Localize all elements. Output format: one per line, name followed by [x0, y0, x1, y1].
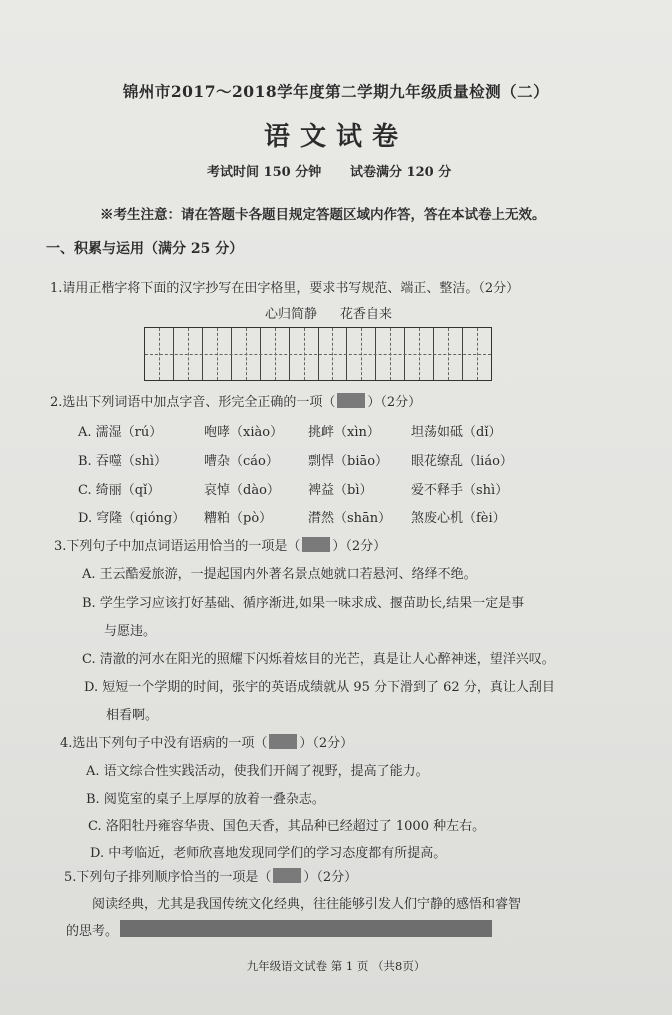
answer-blank: [337, 393, 365, 408]
q3-option-b-line1: B. 学生学习应该打好基础、循序渐进,如果一味求成、揠苗助长,结果一定是事: [82, 596, 525, 611]
q2-option-a-2: 咆哮（xiào）: [204, 425, 284, 440]
q2-option-c-4: 爱不释手（shì）: [411, 483, 509, 498]
question-5: 5.下列句子排列顺序恰当的一项是（ ）（2分）: [64, 870, 358, 885]
answer-blank: [273, 868, 301, 883]
candidate-notice: ※考生注意：请在答题卡各题目规定答题区域内作答，答在本试卷上无效。: [100, 207, 546, 223]
q5-passage-line1: 阅读经典，尤其是我国传统文化经典，往往能够引发人们宁静的感悟和睿智: [92, 897, 522, 912]
q2-option-d-2: 糟粕（pò）: [204, 511, 273, 526]
full-score: 试卷满分 120 分: [350, 165, 452, 180]
q2-option-c-2: 哀悼（dào）: [204, 483, 280, 498]
question-1: 1.请用正楷字将下面的汉字抄写在田字格里，要求书写规范、端正、整洁。（2分）: [50, 281, 520, 296]
q2-option-d-4: 煞废心机（fèi）: [411, 511, 506, 526]
q4-option-a: A. 语文综合性实践活动，使我们开阔了视野，提高了能力。: [86, 764, 429, 779]
question-2: 2.选出下列词语中加点字音、形完全正确的一项（ ）（2分）: [50, 395, 422, 410]
exam-time: 考试时间 150 分钟: [207, 165, 322, 180]
q4-option-b: B. 阅览室的桌子上厚厚的放着一叠杂志。: [86, 792, 325, 807]
copy-chars-2: 花香自来: [340, 307, 393, 322]
q3-option-c: C. 清澈的河水在阳光的照耀下闪烁着炫目的光芒，真是让人心醉神迷，望洋兴叹。: [82, 652, 555, 667]
answer-blank: [269, 734, 297, 749]
q2-option-a-3: 挑衅（xìn）: [308, 425, 380, 440]
redacted-answer-bar: [120, 920, 492, 937]
q2-option-b-4: 眼花缭乱（liáo）: [411, 454, 513, 469]
exam-header: 锦州市2017～2018学年度第二学期九年级质量检测（二）: [122, 82, 550, 101]
q2-option-b-2: 嘈杂（cáo）: [204, 454, 279, 469]
q3-option-d-line2: 相看啊。: [106, 708, 159, 723]
q2-option-c-1: C. 绮丽（qǐ）: [78, 483, 161, 498]
q2-option-d-3: 潸然（shān）: [308, 511, 392, 526]
section-title: 一、积累与运用（满分 25 分）: [46, 241, 244, 257]
tianzige-grid: [144, 327, 492, 381]
q3-option-a: A. 王云酷爱旅游，一提起国内外著名景点她就口若悬河、络绎不绝。: [82, 567, 477, 582]
answer-blank: [302, 537, 330, 552]
question-4: 4.选出下列句子中没有语病的一项（ ）（2分）: [60, 736, 354, 751]
q2-option-b-3: 剽悍（biāo）: [308, 454, 389, 469]
q2-option-c-3: 裨益（bì）: [308, 483, 373, 498]
question-3: 3.下列句子中加点词语运用恰当的一项是（ ）（2分）: [54, 539, 387, 554]
q2-option-a-4: 坦荡如砥（dǐ）: [411, 425, 502, 440]
q2-option-d-1: D. 穹隆（qióng）: [78, 511, 186, 526]
q2-option-a-1: A. 濡湿（rú）: [78, 425, 163, 440]
q3-option-d-line1: D. 短短一个学期的时间，张宇的英语成绩就从 95 分下滑到了 62 分，真让人刮目: [84, 680, 555, 695]
copy-chars-1: 心归简静: [265, 307, 318, 322]
page-title: 语文试卷: [263, 122, 408, 152]
q4-option-d: D. 中考临近，老师欣喜地发现同学们的学习态度都有所提高。: [90, 846, 447, 861]
page-footer: 九年级语文试卷 第 1 页 （共8页）: [246, 959, 426, 973]
q3-option-b-line2: 与愿违。: [104, 624, 157, 639]
q2-option-b-1: B. 吞噬（shì）: [78, 454, 168, 469]
q5-passage-line2: 的思考。: [66, 924, 119, 939]
q4-option-c: C. 洛阳牡丹雍容华贵、国色天香，其品种已经超过了 1000 种左右。: [88, 819, 486, 834]
